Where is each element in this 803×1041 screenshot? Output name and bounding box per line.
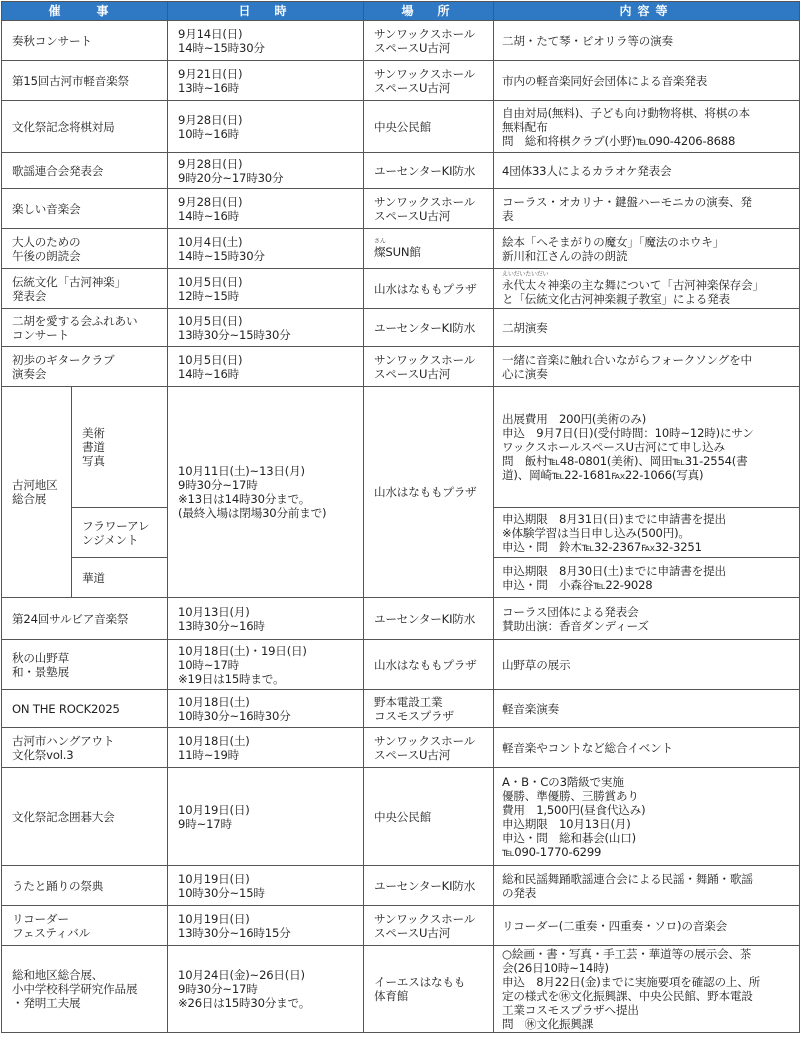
- details-cell: 自由対局(無料)、子ども向け動物将棋、将棋の本 無料配布 問 総和将棋クラブ(小野)℡090-4206-8688: [494, 101, 800, 153]
- event-cell: 楽しい音楽会: [2, 189, 168, 229]
- details-cell: 4団体33人によるカラオケ発表会: [494, 153, 800, 189]
- table-row: [2, 153, 800, 189]
- table-row: [2, 309, 800, 347]
- table-row: [2, 728, 800, 768]
- date-cell: 10月4日(土) 14時~15時30分: [168, 229, 364, 269]
- table-row: [2, 866, 800, 906]
- event-cell: 初歩のギタークラブ 演奏会: [2, 347, 168, 387]
- event-cell: 文化祭記念囲碁大会: [2, 768, 168, 866]
- date-cell: 10月19日(日) 10時30分~15時: [168, 866, 364, 906]
- place-cell: サンワックスホール スペースU古河: [364, 906, 494, 946]
- header-row: [2, 2, 800, 21]
- details-cell: 一緒に音楽に触れ合いながらフォークソングを中 心に演奏: [494, 347, 800, 387]
- place-cell: ユーセンターKI防水: [364, 598, 494, 640]
- table-row: [2, 387, 800, 508]
- date-cell: 10月24日(金)~26日(日) 9時30分~17時 ※26日は15時30分まで。: [168, 946, 364, 1033]
- place-cell: ユーセンターKI防水: [364, 309, 494, 347]
- event-cell: 総和地区総合展、 小中学校科学研究作品展 ・発明工夫展: [2, 946, 168, 1033]
- date-cell: 9月28日(日) 9時20分~17時30分: [168, 153, 364, 189]
- place-cell: サンワックスホール スペースU古河: [364, 347, 494, 387]
- header-place: 場 所: [364, 2, 494, 21]
- table-row: [2, 906, 800, 946]
- details-cell: 総和民謡舞踊歌謡連合会による民謡・舞踊・歌謡 の発表: [494, 866, 800, 906]
- sub-category-cell: 美術 書道 写真: [72, 387, 168, 508]
- event-cell: 大人のための 午後の朗読会: [2, 229, 168, 269]
- details-cell: 絵本「へそまがりの魔女」「魔法のホウキ」 新川和江さんの詩の朗読: [494, 229, 800, 269]
- date-cell: 10月11日(土)~13日(月) 9時30分~17時 ※13日は14時30分まで。 (最終入場は閉場30分前まで): [168, 387, 364, 598]
- place-cell: サンワックスホール スペースU古河: [364, 61, 494, 101]
- details-cell: 二胡・たて琴・ビオリラ等の演奏: [494, 21, 800, 61]
- date-cell: 10月18日(土)・19日(日) 10時~17時 ※19日は15時まで。: [168, 640, 364, 690]
- details-cell: 軽音楽演奏: [494, 690, 800, 728]
- details-cell: リコーダー(二重奏・四重奏・ソロ)の音楽会: [494, 906, 800, 946]
- event-schedule-table: [1, 1, 800, 1033]
- table-row: [2, 640, 800, 690]
- event-cell: 文化祭記念将棋対局: [2, 101, 168, 153]
- date-cell: 10月5日(日) 12時~15時: [168, 269, 364, 309]
- event-cell: 二胡を愛する会ふれあい コンサート: [2, 309, 168, 347]
- table-row: [2, 21, 800, 61]
- event-cell: 奏秋コンサート: [2, 21, 168, 61]
- header-event: 催 事: [2, 2, 168, 21]
- sub-category-cell: フラワーアレ ンジメント: [72, 508, 168, 558]
- details-cell: ○絵画・書・写真・手工芸・華道等の展示会、茶 会(26日10時~14時) 申込 8月22日(金)までに実施要項を確認の上、所 定の様式を㊡文化振興課、中央公民館、野本電設 工業コスモスプラザへ提出 問 ㊡文化振興課: [494, 946, 800, 1033]
- details-cell: 山野草の展示: [494, 640, 800, 690]
- details-cell: コーラス団体による発表会 賛助出演：香音ダンディーズ: [494, 598, 800, 640]
- header-details: 内容等: [494, 2, 800, 21]
- event-cell: ON THE ROCK2025: [2, 690, 168, 728]
- place-cell: イーエスはなもも 体育館: [364, 946, 494, 1033]
- event-cell: 古河市ハングアウト 文化祭vol.3: [2, 728, 168, 768]
- table-row: [2, 347, 800, 387]
- event-cell: 古河地区 総合展: [2, 387, 72, 598]
- place-cell: 山水はなももプラザ: [364, 640, 494, 690]
- event-cell: 伝統文化「古河神楽」 発表会: [2, 269, 168, 309]
- ruby-text: さん: [374, 237, 386, 245]
- place-cell: 山水はなももプラザ: [364, 387, 494, 598]
- date-cell: 9月21日(日) 13時~16時: [168, 61, 364, 101]
- details-cell: 申込期限 8月30日(土)までに申請書を提出 申込・問 小森谷℡22-9028: [494, 558, 800, 598]
- event-cell: 第24回サルビア音楽祭: [2, 598, 168, 640]
- event-cell: 第15回古河市軽音楽祭: [2, 61, 168, 101]
- details-cell: 軽音楽やコントなど総合イベント: [494, 728, 800, 768]
- details-cell: えいだいたいだい 永代太々神楽の主な舞について「古河神楽保存会」 と「伝統文化古河神楽親子教室」による発表: [494, 269, 800, 309]
- table-row: [2, 61, 800, 101]
- details-cell: 二胡演奏: [494, 309, 800, 347]
- place-cell: ユーセンターKI防水: [364, 866, 494, 906]
- ruby-text: えいだいたいだい: [502, 270, 549, 278]
- date-cell: 10月5日(日) 13時30分~15時30分: [168, 309, 364, 347]
- details-cell: A・B・Cの3階級で実施 優勝、準優勝、三勝賞あり 費用 1,500円(昼食代込み) 申込期限 10月13日(月) 申込・問 総和碁会(山口) ℡090-1770-6299: [494, 768, 800, 866]
- event-cell: リコーダー フェスティバル: [2, 906, 168, 946]
- place-cell: サンワックスホール スペースU古河: [364, 21, 494, 61]
- place-cell: 中央公民館: [364, 101, 494, 153]
- table-row: [2, 101, 800, 153]
- header-date: 日 時: [168, 2, 364, 21]
- table-row: [2, 768, 800, 866]
- table-row: [2, 598, 800, 640]
- place-cell: さん 燦SUN館: [364, 229, 494, 269]
- place-cell: ユーセンターKI防水: [364, 153, 494, 189]
- date-cell: 9月14日(日) 14時~15時30分: [168, 21, 364, 61]
- table-row: [2, 269, 800, 309]
- date-cell: 10月13日(月) 13時30分~16時: [168, 598, 364, 640]
- place-cell: サンワックスホール スペースU古河: [364, 728, 494, 768]
- table-row: [2, 189, 800, 229]
- place-cell: 野本電設工業 コスモスプラザ: [364, 690, 494, 728]
- details-cell: 申込期限 8月31日(日)までに申請書を提出 ※体験学習は当日申し込み(500円)。 申込・問 鈴木℡32-2367℻32-3251: [494, 508, 800, 558]
- place-cell: 山水はなももプラザ: [364, 269, 494, 309]
- date-cell: 10月19日(日) 9時~17時: [168, 768, 364, 866]
- event-cell: 歌謡連合会発表会: [2, 153, 168, 189]
- details-cell: 市内の軽音楽同好会団体による音楽発表: [494, 61, 800, 101]
- place-cell: 中央公民館: [364, 768, 494, 866]
- date-cell: 9月28日(日) 14時~16時: [168, 189, 364, 229]
- date-cell: 10月18日(土) 10時30分~16時30分: [168, 690, 364, 728]
- details-cell: コーラス・オカリナ・鍵盤ハーモニカの演奏、発 表: [494, 189, 800, 229]
- sub-category-cell: 華道: [72, 558, 168, 598]
- table-row: [2, 946, 800, 1033]
- date-cell: 10月19日(日) 13時30分~16時15分: [168, 906, 364, 946]
- event-cell: 秋の山野草 和・景塾展: [2, 640, 168, 690]
- place-cell: サンワックスホール スペースU古河: [364, 189, 494, 229]
- date-cell: 10月5日(日) 14時~16時: [168, 347, 364, 387]
- table-row: [2, 229, 800, 269]
- date-cell: 9月28日(日) 10時~16時: [168, 101, 364, 153]
- event-cell: うたと踊りの祭典: [2, 866, 168, 906]
- table-row: [2, 690, 800, 728]
- details-cell: 出展費用 200円(美術のみ) 申込 9月7日(日)(受付時間：10時~12時)にサン ワックスホールスペースU古河にて申し込み 問 飯村℡48-0801(美術)、岡田℡31-2554(書 道)、岡崎℡22-1681℻22-1066(写真): [494, 387, 800, 508]
- date-cell: 10月18日(土) 11時~19時: [168, 728, 364, 768]
